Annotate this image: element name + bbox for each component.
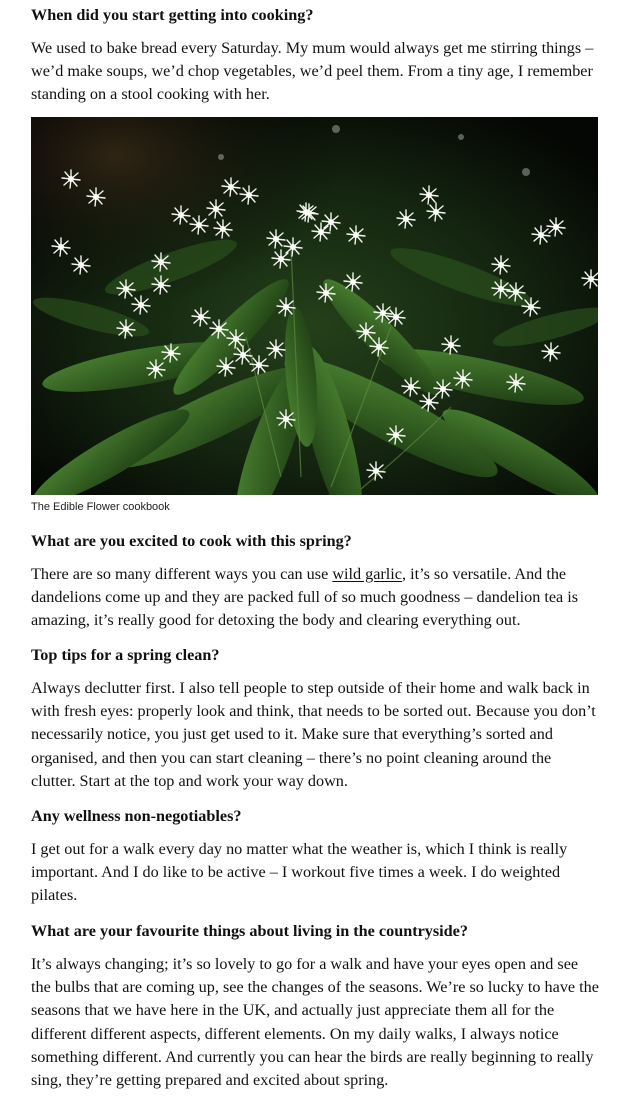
question-heading: Top tips for a spring clean? bbox=[31, 646, 220, 664]
question-heading: When did you start getting into cooking? bbox=[31, 6, 314, 24]
wild-garlic-photo bbox=[31, 117, 598, 495]
figure-caption: The Edible Flower cookbook bbox=[31, 501, 170, 513]
question-heading: What are you excited to cook with this spring? bbox=[31, 532, 352, 550]
wild-garlic-link[interactable]: wild garlic bbox=[332, 565, 402, 583]
answer-text: , it’s so versatile. And the dandelions come up and they are packed full of so much goodness – dandelion tea is amazing, it’s really good for detoxing the body and clearing everything out. bbox=[31, 565, 579, 630]
answer-paragraph: It’s always changing; it’s so lovely to go for a walk and have your eyes open and see the bulbs that are coming up, see the changes of the seasons. We’re so lucky to have the seasons that we have here in the UK, and actually just appreciate them all for the different different aspects, different elements. On my daily walks, I always notice something different. And currently you can hear the birds are really beginning to really sing, they’re getting prepared and excited about spring. bbox=[31, 955, 599, 1090]
answer-paragraph: I get out for a walk every day no matter what the weather is, which I think is really important. And I do like to be active – I workout five times a week. I do weighted pilates. bbox=[31, 840, 568, 905]
answer-paragraph bbox=[31, 563, 597, 633]
answer-text: There are so many different ways you can use bbox=[31, 565, 333, 583]
answer-paragraph: Always declutter first. I also tell people to step outside of their home and walk back in with fresh eyes: properly look and think, that needs to be sorted out. Because you don’t necessarily notice, you just get used to it. Make sure that everything’s sorted and organised, and then you can start cleaning – there’s no point cleaning around the clutter. Start at the top and work your way down. bbox=[31, 679, 596, 790]
answer-paragraph: We used to bake bread every Saturday. My mum would always get me stirring things – we’d make soups, we’d chop vegetables, we’d peel them. From a tiny age, I remember standing on a stool cooking with her. bbox=[31, 39, 594, 104]
article-figure bbox=[31, 117, 598, 514]
question-heading: What are your favourite things about living in the countryside? bbox=[31, 922, 468, 940]
question-heading: Any wellness non-negotiables? bbox=[31, 807, 242, 825]
